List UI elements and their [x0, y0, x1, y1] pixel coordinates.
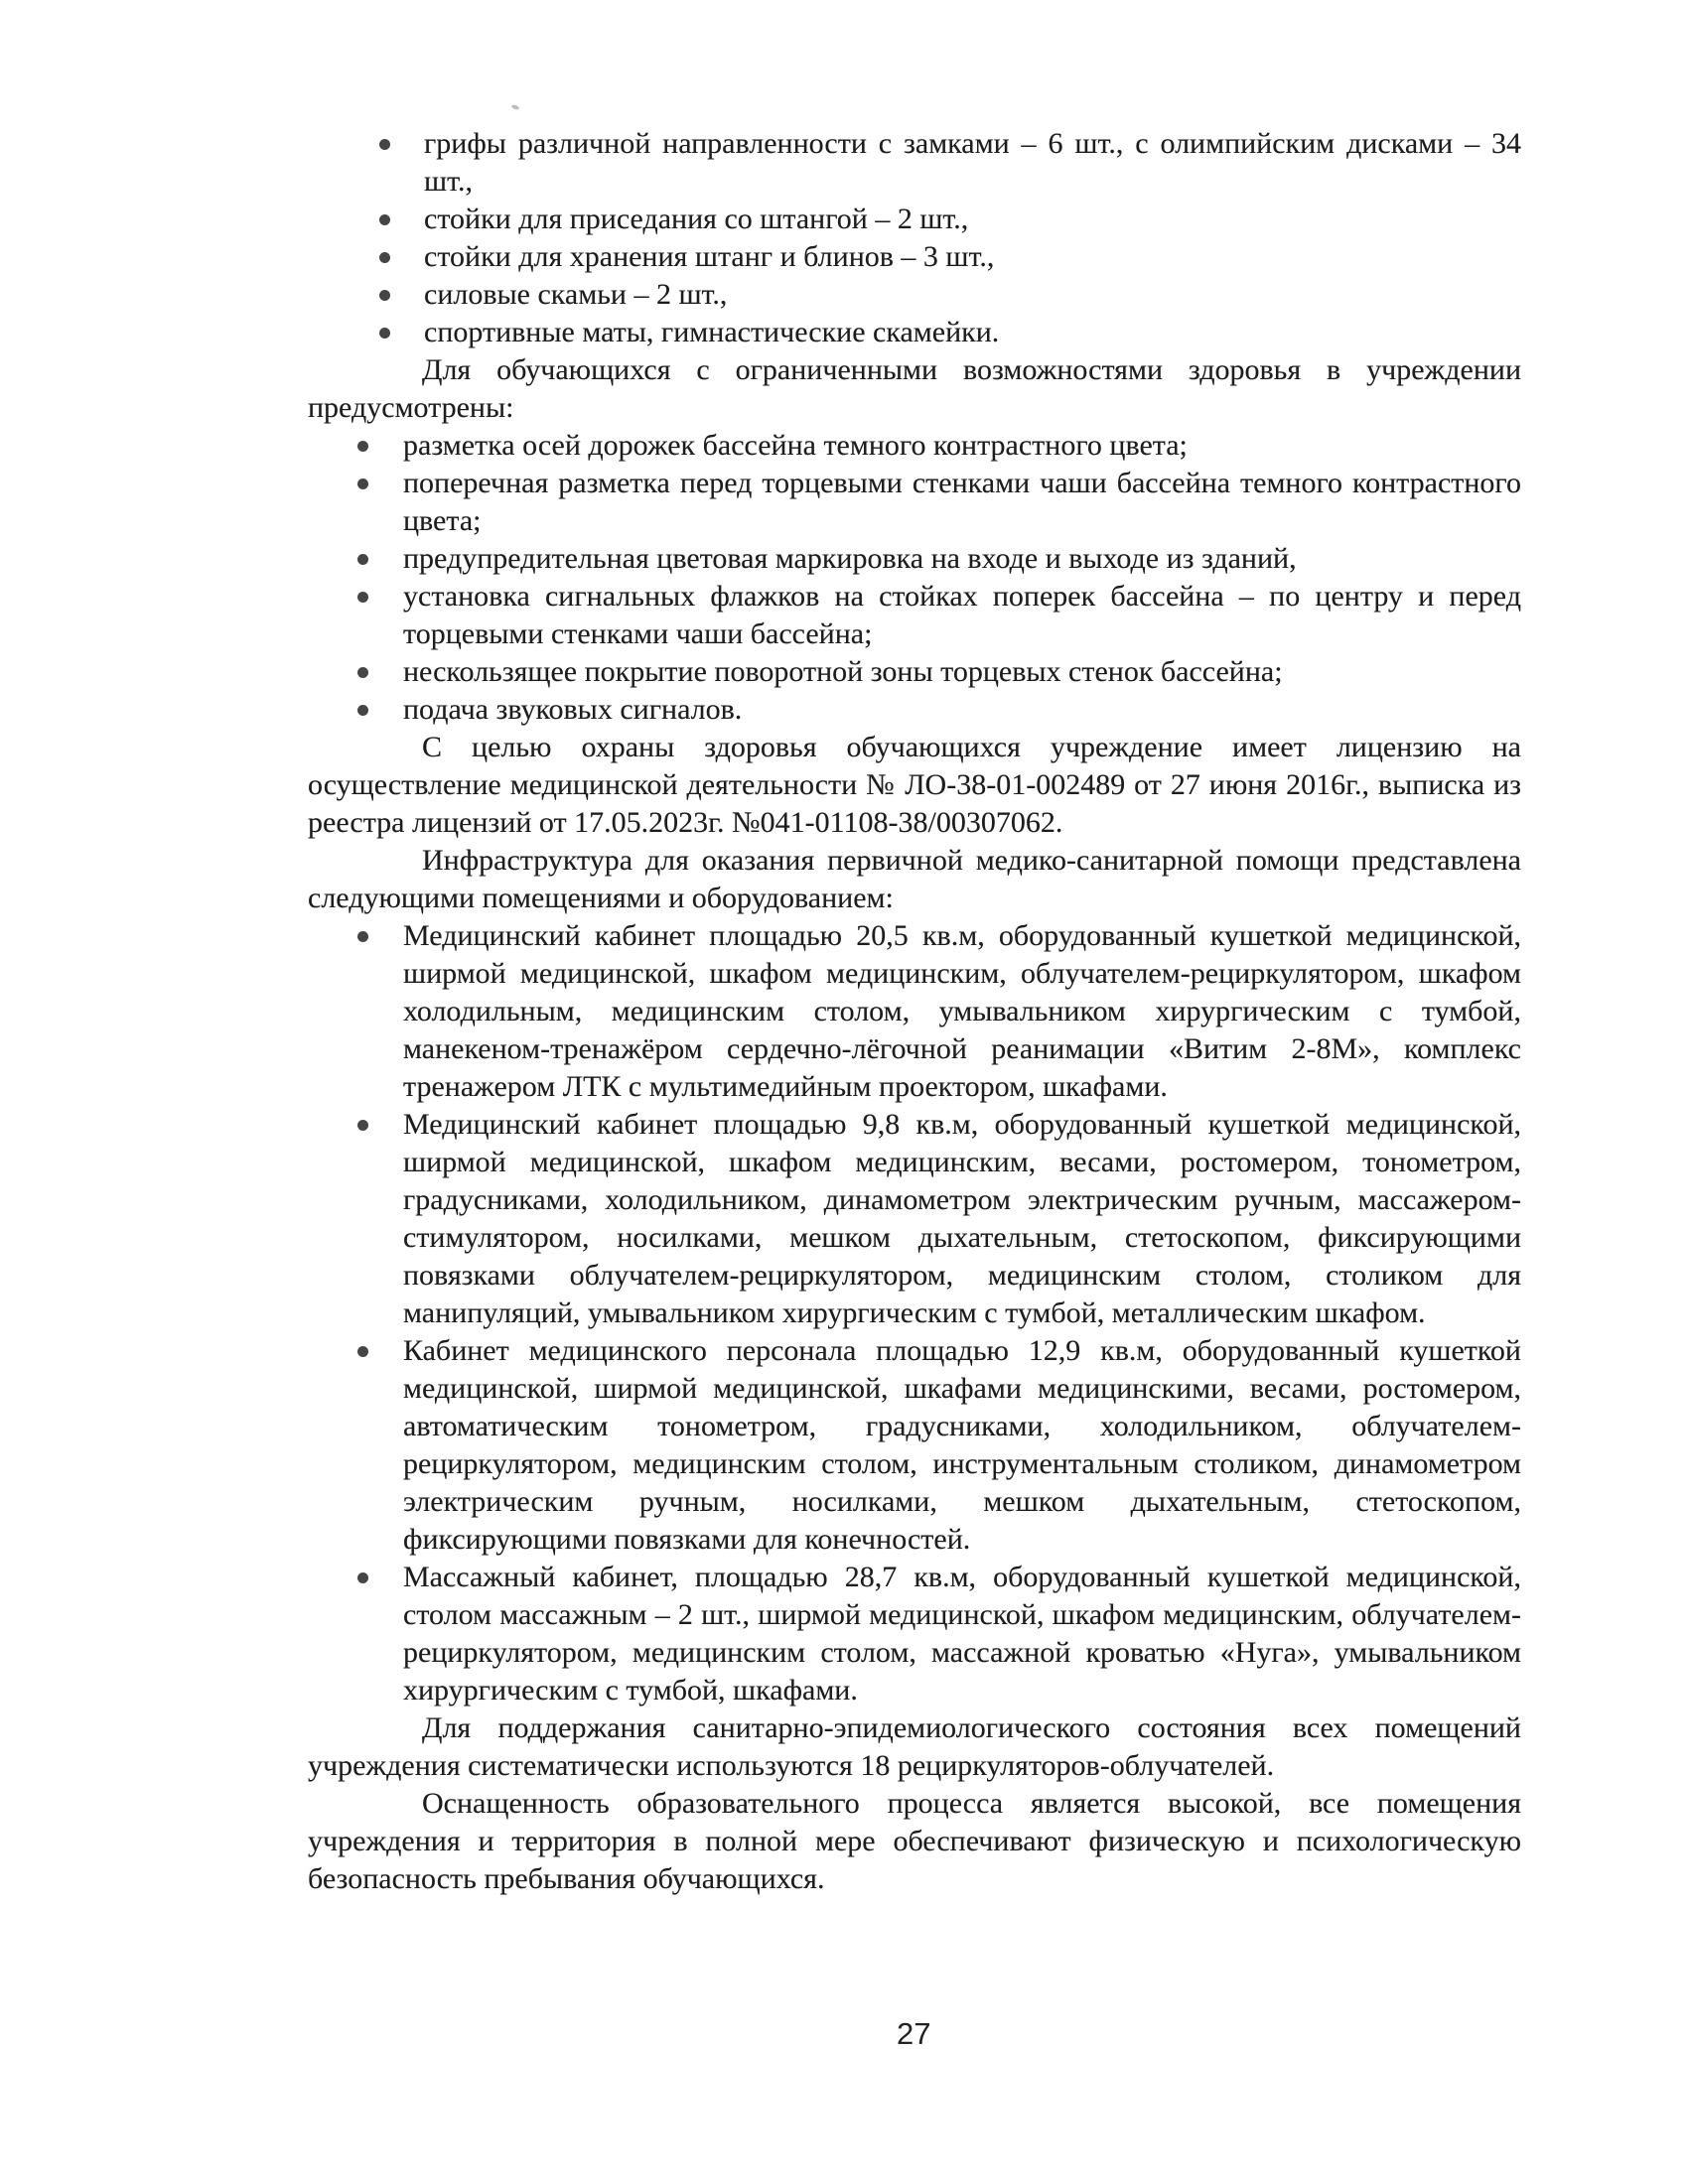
paragraph-sanitary-state: Для поддержания санитарно-эпидемиологического состояния всех помещений учреждения систематически используются 18 рециркуляторов-облучателей.	[308, 1711, 1521, 1782]
bullet-icon	[357, 1120, 368, 1131]
bullet-icon	[357, 705, 368, 716]
bullet-icon	[379, 328, 390, 339]
list-item	[308, 1559, 1521, 1709]
sports-equipment-list	[308, 125, 1521, 351]
list-item-text: Массажный кабинет, площадью 28,7 кв.м, оборудованный кушеткой медицинской, столом массажным – 2 шт., ширмой медицинской, шкафом медицинским, облучателем-рециркулятором, медицинским столом, массажной кроватью «Нуга», умывальником хирургическим с тумбой, шкафами.	[403, 1561, 1521, 1706]
list-item	[308, 314, 1521, 351]
list-item-text: спортивные маты, гимнастические скамейки.	[424, 316, 1000, 348]
list-item	[308, 540, 1521, 578]
medical-rooms-list	[308, 917, 1521, 1709]
paragraph-medical-license: С целью охраны здоровья обучающихся учреждение имеет лицензию на осуществление медицинской деятельности № ЛО-38-01-002489 от 27 июня 2016г., выписка из реестра лицензий от 17.05.2023г. №041-01108-38/00307062.	[308, 731, 1521, 839]
list-item-text: грифы различной направленности с замками – 6 шт., с олимпийским дисками – 34 шт.,	[424, 127, 1521, 198]
list-item-text: стойки для хранения штанг и блинов – 3 шт.,	[424, 240, 995, 273]
list-item	[308, 465, 1521, 540]
bullet-icon	[357, 931, 368, 942]
list-item-text: Медицинский кабинет площадью 20,5 кв.м, оборудованный кушеткой медицинской, ширмой медицинской, шкафом медицинским, облучателем-рециркулятором, шкафом холодильным, медицинским столом, умывальником хирургическим с тумбой, манекеном-тренажёром сердечно-лёгочной реанимации «Витим 2-8М», комплекс тренажером ЛТК с мультимедийным проектором, шкафами.	[403, 919, 1521, 1103]
list-item-text: Медицинский кабинет площадью 9,8 кв.м, оборудованный кушеткой медицинской, ширмой медицинской, шкафом медицинским, весами, ростомером, тонометром, градусниками, холодильником, динамометром электрическим ручным, массажером-стимулятором, носилками, мешком дыхательным, стетоскопом, фиксирующими повязками облучателем-рециркулятором, медицинским столом, столиком для манипуляций, умывальником хирургическим с тумбой, металлическим шкафом.	[403, 1108, 1521, 1329]
bullet-icon	[357, 667, 368, 678]
list-item	[308, 1106, 1521, 1332]
list-item-text: поперечная разметка перед торцевыми стенками чаши бассейна темного контрастного цвета;	[403, 467, 1521, 537]
bullet-icon	[379, 252, 390, 263]
list-item-text: Кабинет медицинского персонала площадью 12,9 кв.м, оборудованный кушеткой медицинской, ширмой медицинской, шкафами медицинскими, весами, ростомером, автоматическим тонометром, градусниками, холодильником, облучателем-рециркулятором, медицинским столом, инструментальным столиком, динамометром электрическим ручным, носилками, мешком дыхательным, стетоскопом, фиксирующими повязками для конечностей.	[403, 1334, 1521, 1556]
ovz-accommodations-list	[308, 427, 1521, 729]
bullet-icon	[357, 441, 368, 452]
list-item	[308, 691, 1521, 729]
page-number: 27	[897, 2016, 931, 2051]
list-item	[308, 276, 1521, 314]
list-item-text: разметка осей дорожек бассейна темного контрастного цвета;	[403, 429, 1188, 462]
paragraph-ovz-intro: Для обучающихся с ограниченными возможностями здоровья в учреждении предусмотрены:	[308, 353, 1521, 424]
document-body	[308, 125, 1521, 1898]
list-item	[308, 917, 1521, 1106]
bullet-icon	[357, 1346, 368, 1357]
list-item	[308, 653, 1521, 691]
paragraph-infrastructure-intro: Инфраструктура для оказания первичной медико-санитарной помощи представлена следующими помещениями и оборудованием:	[308, 844, 1521, 914]
bullet-icon	[357, 592, 368, 603]
bullet-icon	[379, 139, 390, 150]
scan-speck	[511, 104, 520, 110]
bullet-icon	[357, 1572, 368, 1583]
list-item-text: подача звуковых сигналов.	[403, 693, 743, 726]
list-item	[308, 125, 1521, 201]
list-item	[308, 578, 1521, 653]
list-item	[308, 238, 1521, 276]
list-item-text: силовые скамьи – 2 шт.,	[424, 278, 728, 311]
list-item	[308, 427, 1521, 465]
bullet-icon	[379, 290, 390, 301]
list-item-text: нескользящее покрытие поворотной зоны торцевых стенок бассейна;	[403, 655, 1283, 688]
paragraph-equipment-level: Оснащенность образовательного процесса является высокой, все помещения учреждения и территория в полной мере обеспечивают физическую и психологическую безопасность пребывания обучающихся.	[308, 1787, 1521, 1895]
bullet-icon	[357, 478, 368, 489]
list-item	[308, 1332, 1521, 1559]
list-item-text: предупредительная цветовая маркировка на входе и выходе из зданий,	[403, 542, 1297, 575]
bullet-icon	[379, 214, 390, 225]
bullet-icon	[357, 554, 368, 565]
list-item	[308, 201, 1521, 238]
list-item-text: установка сигнальных флажков на стойках поперек бассейна – по центру и перед торцевыми стенками чаши бассейна;	[403, 580, 1521, 650]
list-item-text: стойки для приседания со штангой – 2 шт.,	[424, 203, 969, 235]
